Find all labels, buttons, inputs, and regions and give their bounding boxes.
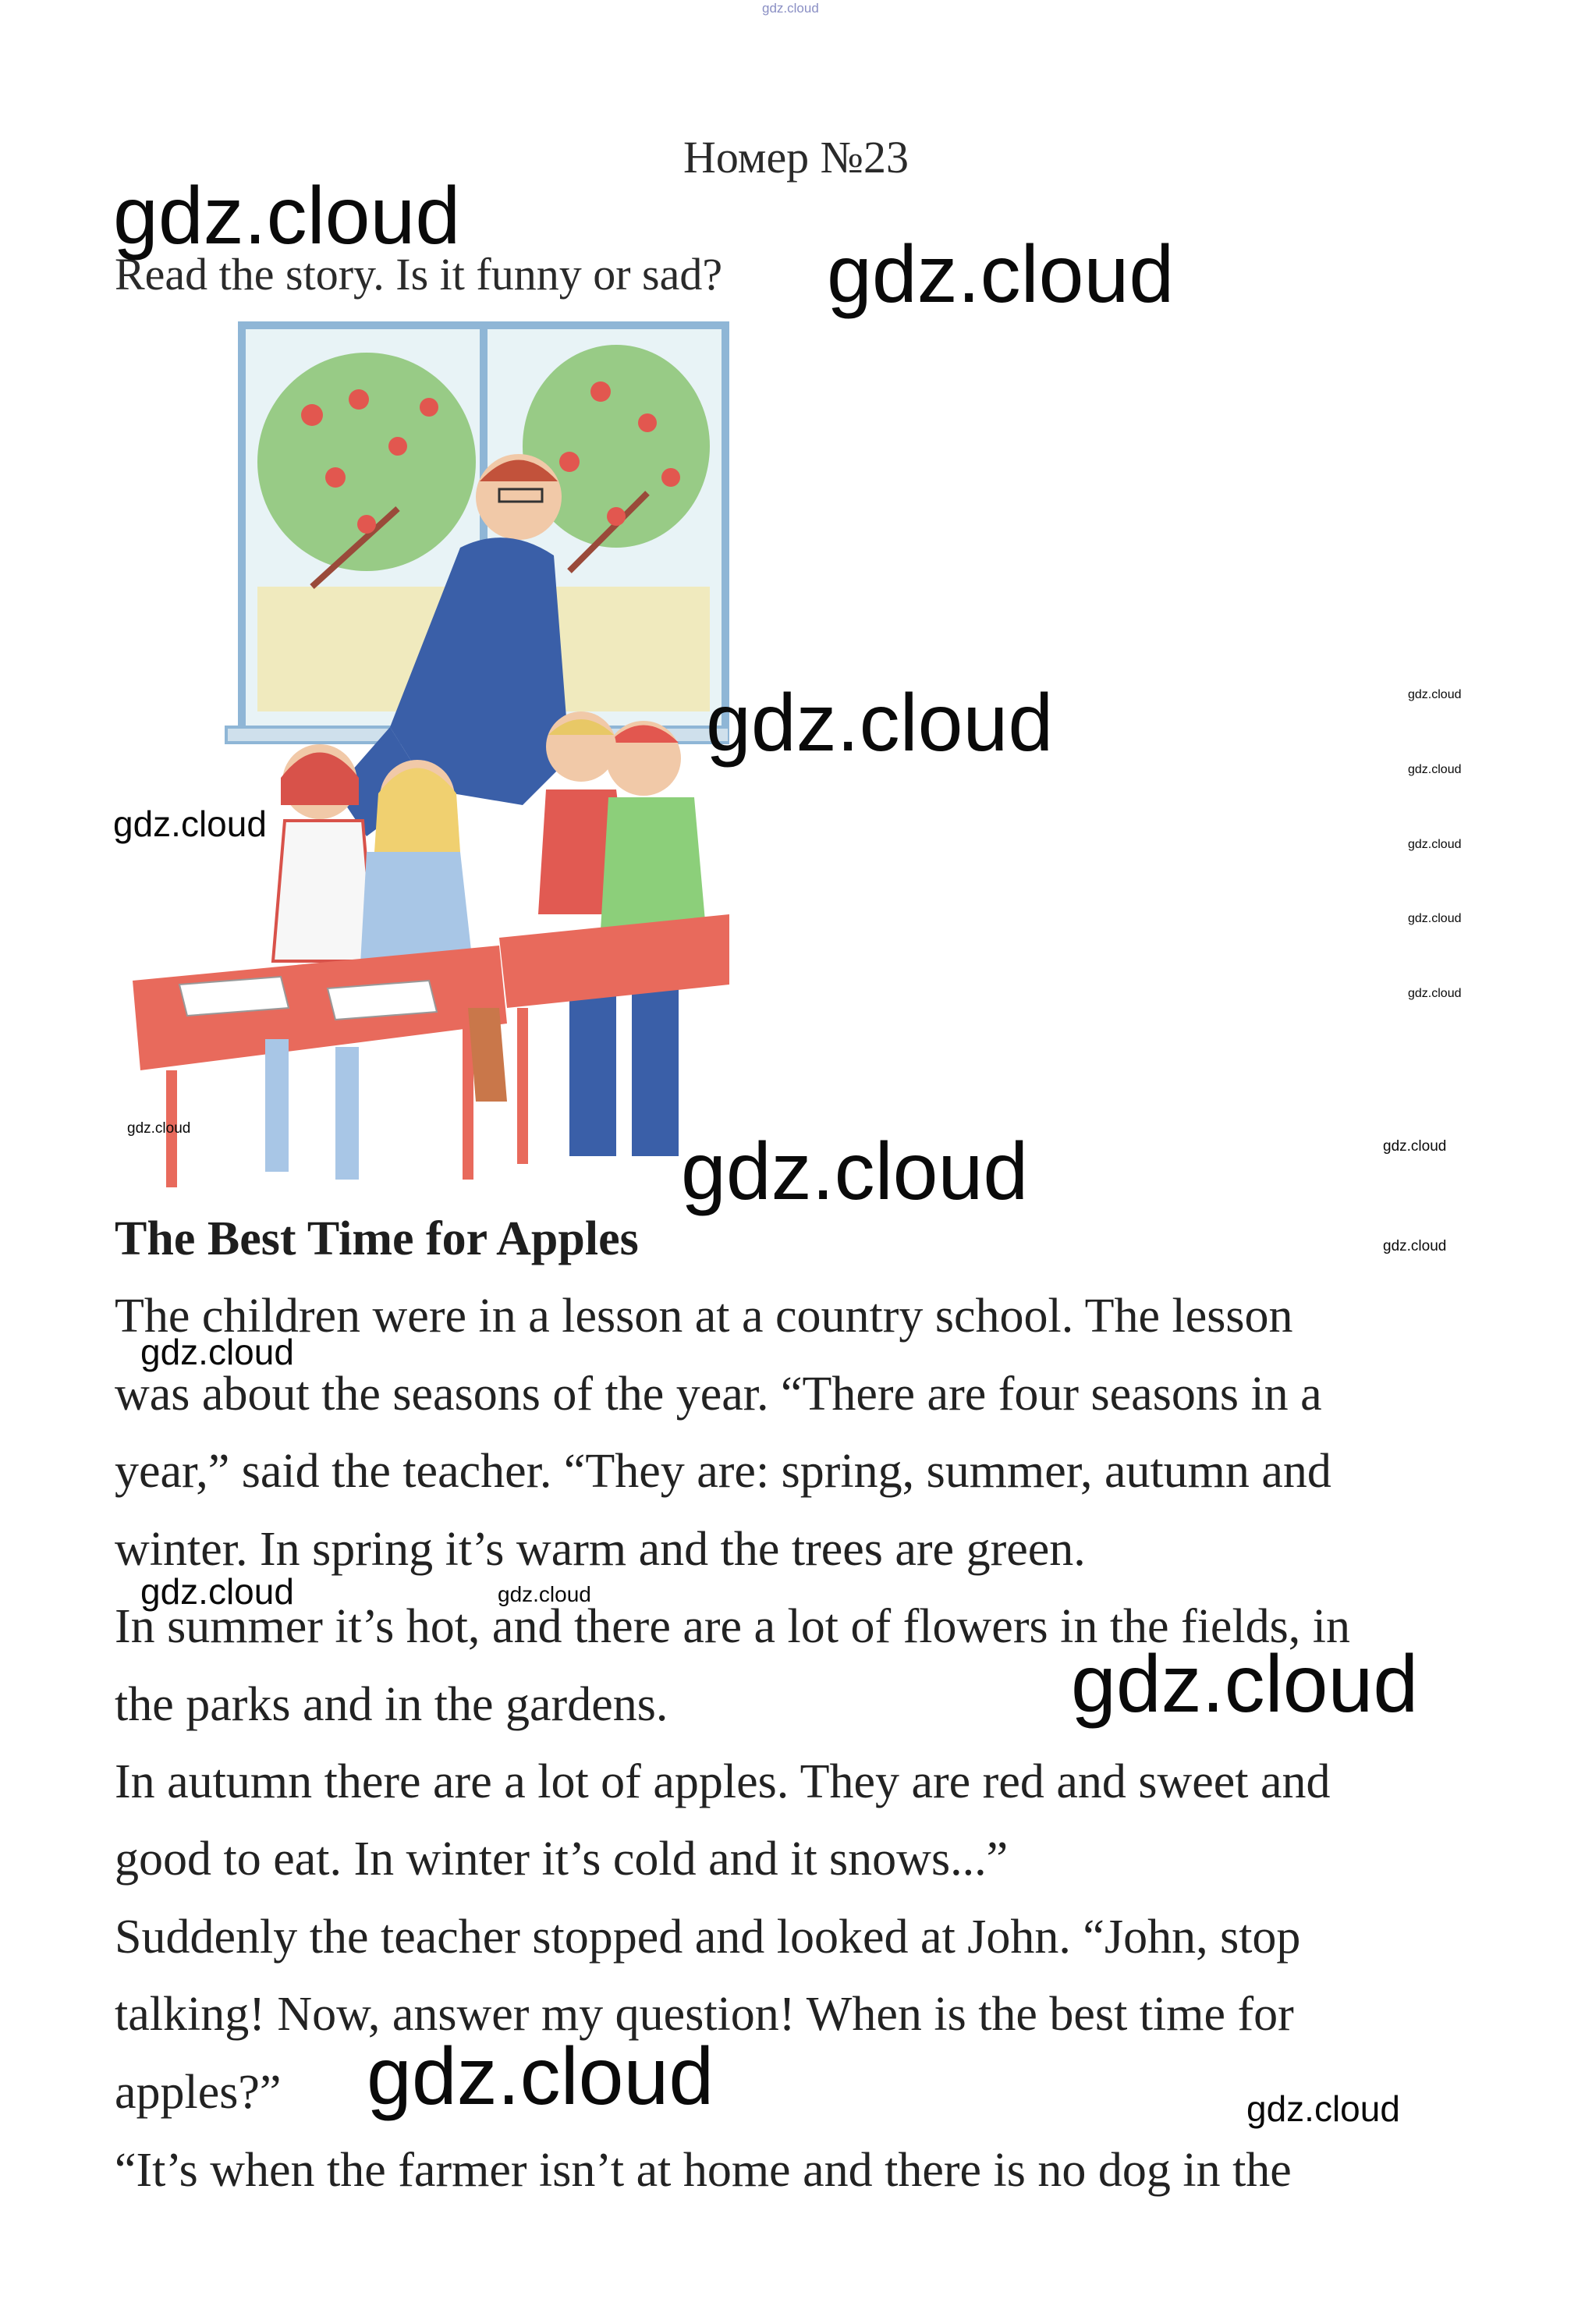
story-line: “It’s when the farmer isn’t at home and there is no dog in the: [115, 2144, 1292, 2197]
instruction-text: Read the story. Is it funny or sad?: [115, 249, 723, 300]
watermark: gdz.cloud: [1408, 912, 1462, 925]
story-line: apples?”: [115, 2066, 282, 2119]
watermark-top: gdz.cloud: [762, 1, 819, 16]
watermark: gdz.cloud: [140, 1332, 294, 1372]
watermark: gdz.cloud: [1408, 838, 1462, 851]
watermark: gdz.cloud: [113, 804, 267, 844]
story-line: The children were in a lesson at a country school. The lesson: [115, 1290, 1293, 1343]
watermark: gdz.cloud: [140, 1571, 294, 1612]
classroom-illustration: [133, 321, 729, 1194]
story-line: talking! Now, answer my question! When is the best time for: [115, 1988, 1294, 2041]
story-line: the parks and in the gardens.: [115, 1678, 668, 1731]
watermark: gdz.cloud: [827, 229, 1175, 320]
story-line: Suddenly the teacher stopped and looked at John. “John, stop: [115, 1911, 1301, 1964]
story-line: was about the seasons of the year. “There are four seasons in a: [115, 1368, 1322, 1421]
watermark: gdz.cloud: [498, 1582, 591, 1606]
page-title: Номер №23: [683, 132, 909, 183]
watermark: gdz.cloud: [367, 2031, 714, 2122]
watermark: gdz.cloud: [1408, 987, 1462, 1000]
watermark: gdz.cloud: [1246, 2088, 1400, 2129]
story-title: The Best Time for Apples: [115, 1212, 639, 1265]
watermark: gdz.cloud: [1408, 688, 1462, 701]
story-line: good to eat. In winter it’s cold and it snows...”: [115, 1833, 1009, 1886]
watermark: gdz.cloud: [127, 1120, 191, 1137]
watermark: gdz.cloud: [681, 1127, 1029, 1217]
watermark: gdz.cloud: [1408, 763, 1462, 776]
story-line: In summer it’s hot, and there are a lot of flowers in the fields, in: [115, 1600, 1351, 1653]
watermark: gdz.cloud: [113, 171, 461, 261]
watermark: gdz.cloud: [1383, 1238, 1447, 1254]
watermark: gdz.cloud: [706, 678, 1054, 768]
story-line: year,” said the teacher. “They are: spring, summer, autumn and: [115, 1445, 1331, 1498]
story-line: In autumn there are a lot of apples. They are red and sweet and: [115, 1755, 1331, 1808]
story-line: winter. In spring it’s warm and the trees are green.: [115, 1523, 1086, 1576]
desk-back: [499, 914, 729, 1008]
watermark: gdz.cloud: [1383, 1138, 1447, 1155]
watermark: gdz.cloud: [1071, 1639, 1419, 1730]
